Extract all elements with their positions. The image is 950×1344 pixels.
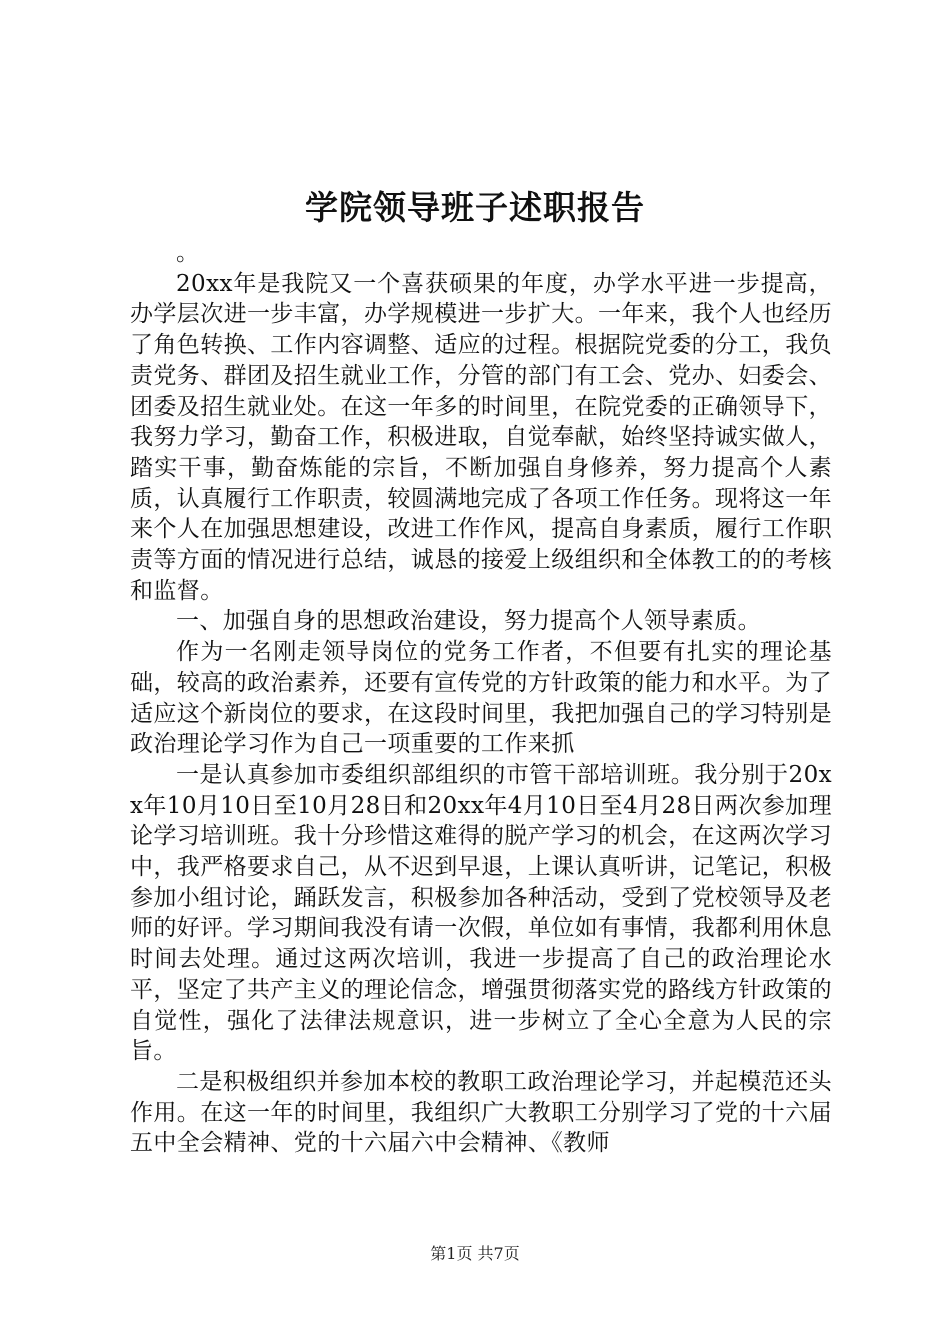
page-footer: 第1页 共7页 <box>430 1244 520 1263</box>
paragraph-point-2: 二是积极组织并参加本校的教职工政治理论学习，并起模范还头作用。在这一年的时间里，我组织广大教职工分别学习了党的十六届五中全会精神、党的十六届六中会精神、《教师 <box>130 1068 832 1157</box>
document-body <box>130 238 832 1159</box>
paragraph-overview: 20xx年是我院又一个喜获硕果的年度，办学水平进一步提高，办学层次进一步丰富，办学规模进一步扩大。一年来，我个人也经历了角色转换、工作内容调整、适应的过程。根据院党委的分工，我负责党务、群团及招生就业工作，分管的部门有工会、党办、妇委会、团委及招生就业处。在这一年多的时间里，在院党委的正确领导下，我努力学习，勤奋工作，积极进取，自觉奉献，始终坚持诚实做人，踏实干事，勤奋炼能的宗旨，不断加强自身修养，努力提高个人素质，认真履行工作职责，较圆满地完成了各项工作任务。现将这一年来个人在加强思想建设，改进工作作风，提高自身素质，履行工作职责等方面的情况进行总结，诚恳的接爱上级组织和全体教工的的考核和监督。 <box>130 270 832 604</box>
paragraph-section-1-intro: 作为一名刚走领导岗位的党务工作者，不但要有扎实的理论基础，较高的政治素养，还要有宣传党的方针政策的能力和水平。为了适应这个新岗位的要求，在这段时间里，我把加强自己的学习特别是政治理论学习作为自己一项重要的工作来抓 <box>130 639 832 758</box>
paragraph-point-1: 一是认真参加市委组织部组织的市管干部培训班。我分别于20xx年10月10日至10月28日和20xx年4月10日至4月28日两次参加理论学习培训班。我十分珍惜这难得的脱产学习的机会，在这两次学习中，我严格要求自己，从不迟到早退，上课认真听讲，记笔记，积极参加小组讨论，踊跃发言，积极参加各种活动，受到了党校领导及老师的好评。学习期间我没有请一次假，单位如有事情，我都利用休息时间去处理。通过这两次培训，我进一步提高了自己的政治理论水平，坚定了共产主义的理论信念，增强贯彻落实党的路线方针政策的自觉性，强化了法律法规意识，进一步树立了全心全意为人民的宗旨。 <box>130 761 832 1065</box>
document-title: 学院领导班子述职报告 <box>305 188 645 227</box>
paragraph-intro-mark: 。 <box>176 240 200 266</box>
section-heading-1: 一、加强自身的思想政治建设，努力提高个人领导素质。 <box>176 608 761 635</box>
